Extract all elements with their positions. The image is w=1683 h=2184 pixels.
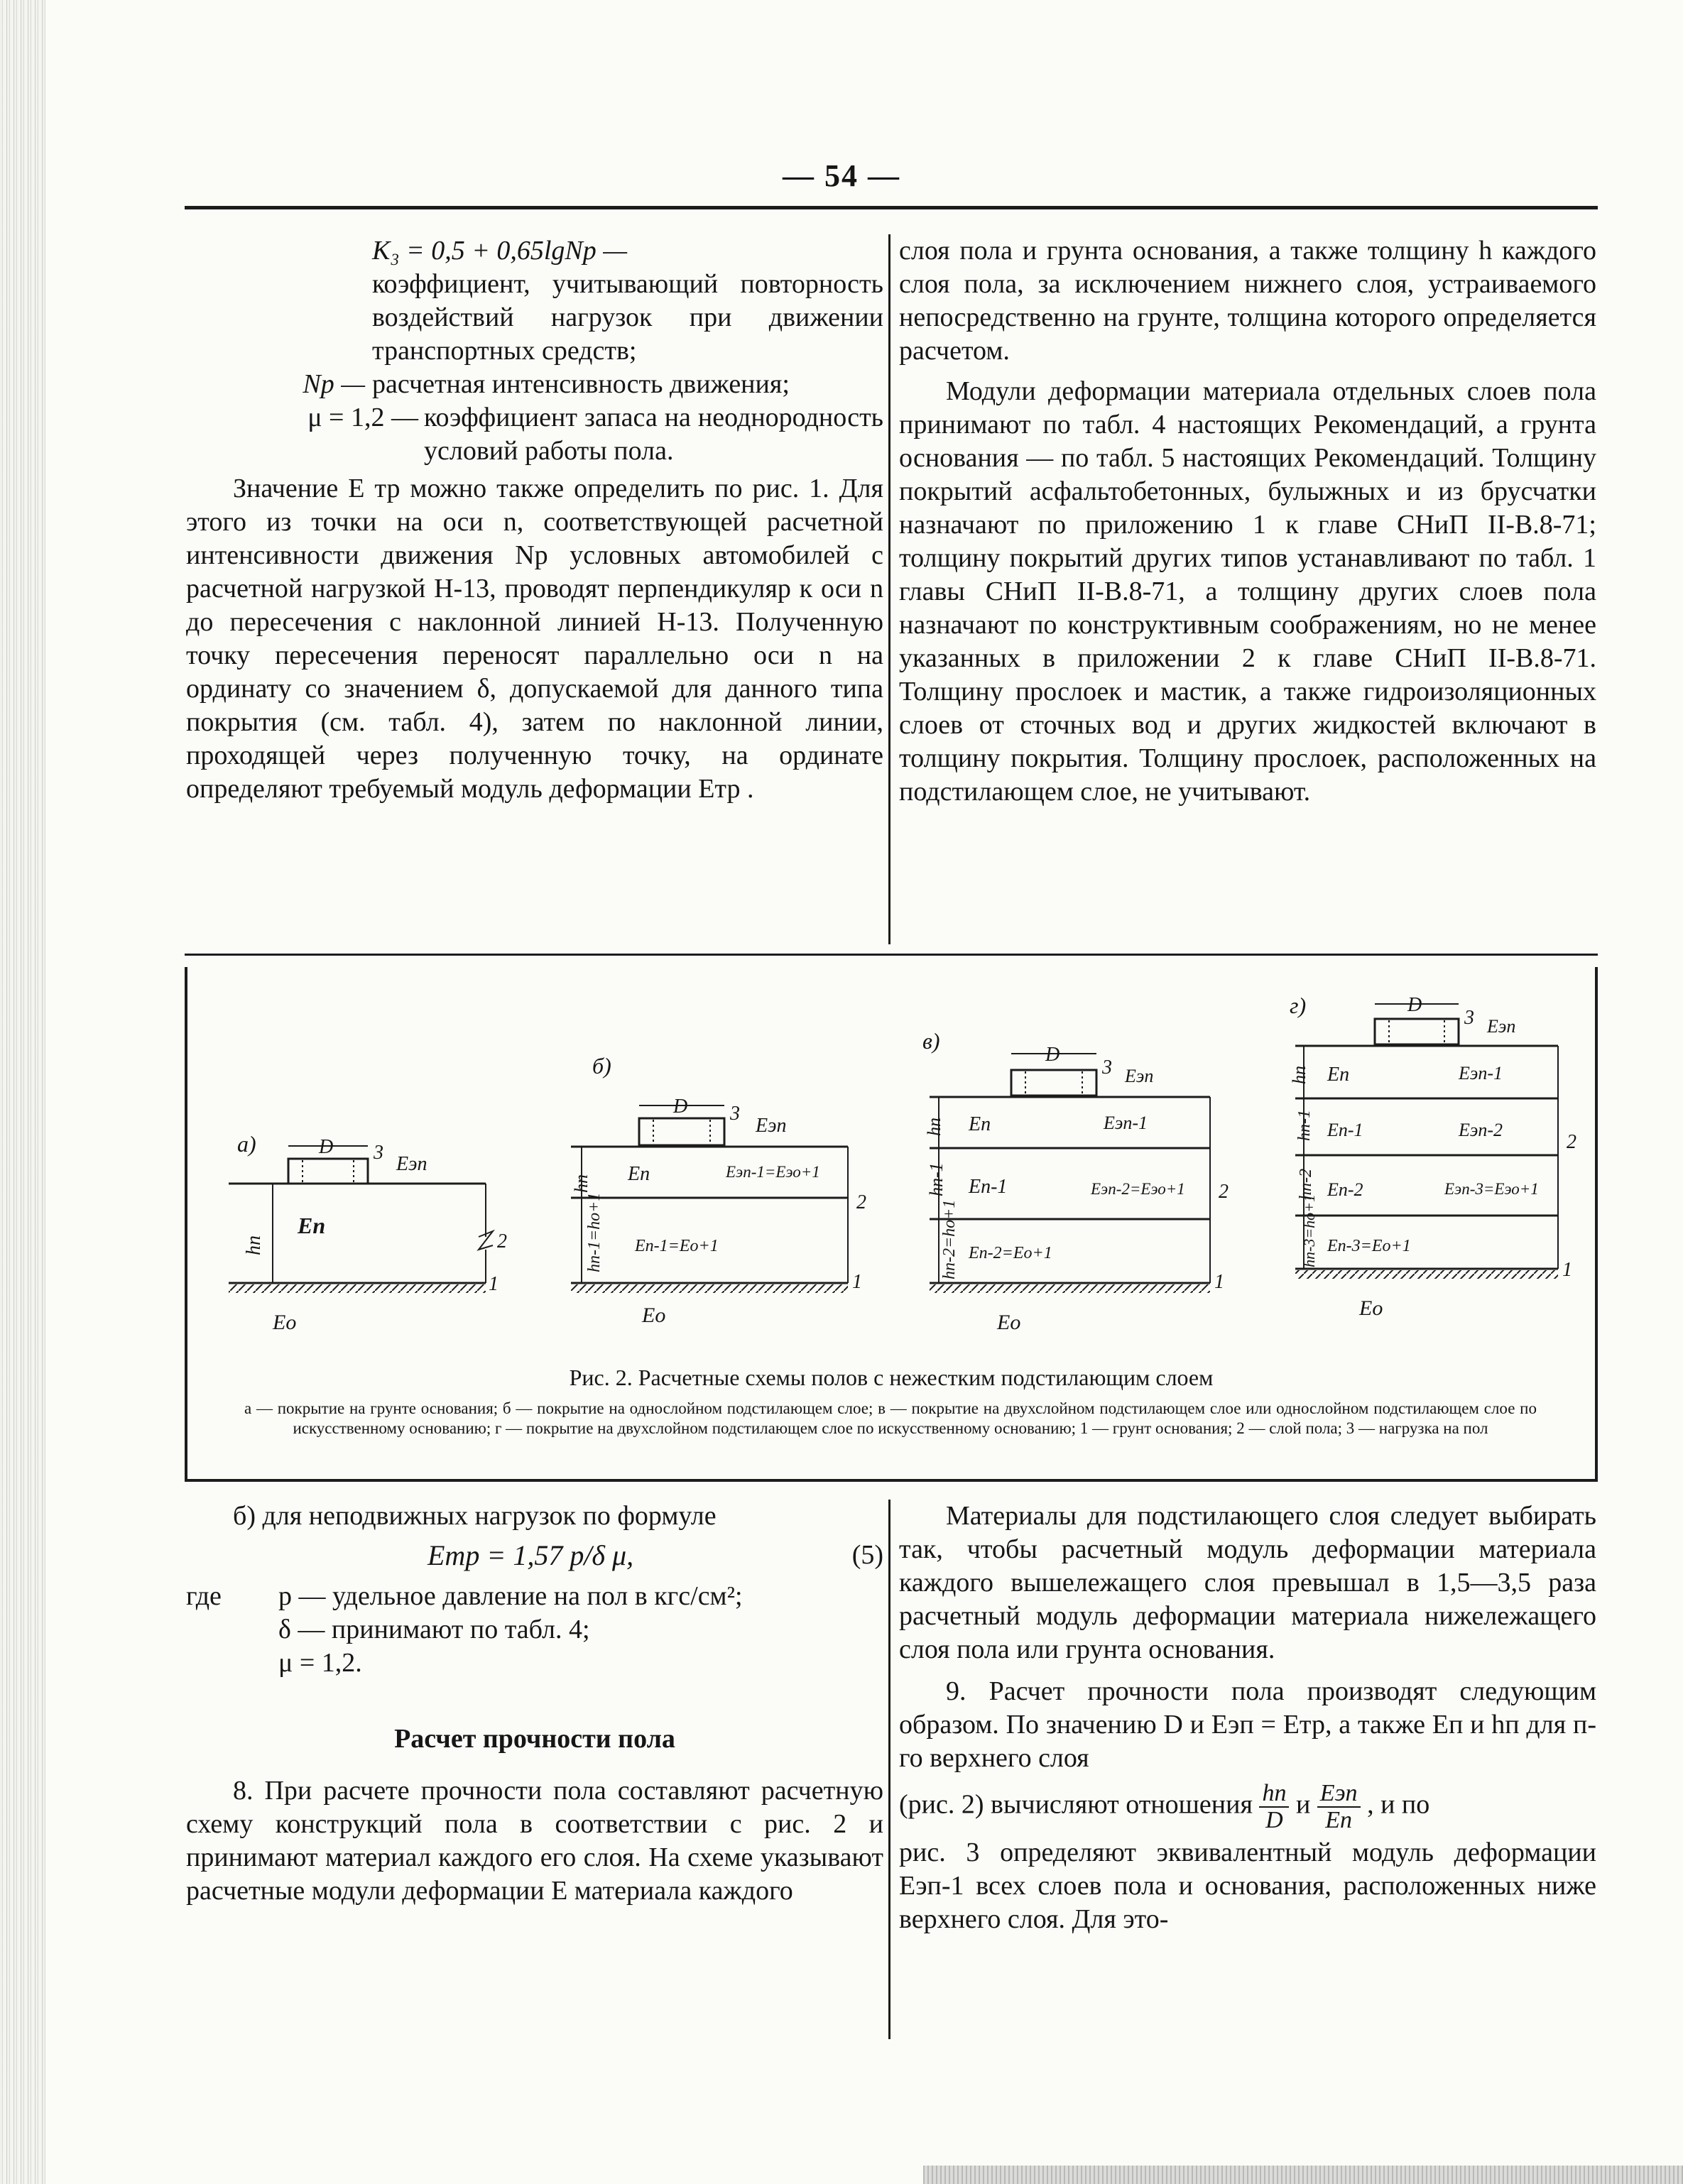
label-v-eq-left: Eп-2=Eо+1 [969, 1244, 1052, 1262]
column-divider-bottom [888, 1500, 890, 2039]
left-column-top [186, 234, 883, 806]
definition-k3 [186, 234, 883, 268]
label-g-3: 3 [1464, 1007, 1474, 1029]
paragraph-moduli: Модули деформации материала отдельных слоев пола принимают по табл. 4 настоящих Рекомендаций, а грунта основания — по табл. 5 настоящих Рекомендаций. Толщину покрытий асфальтобетонных, булыжных и из брусчатки назначают по приложению 1 к главе СНиП II-В.8-71; толщину покрытий других типов устанавливают по табл. 1 главы СНиП II-В.8-71, а толщину других слоев пола назначают по конструктивным соображениям, но не менее указанных в приложении 2 к главе СНиП II-В.8-71. Толщину прослоек и мастик, а также гидроизоляционных слоев от сточных вод и других жидкостей включают в толщину покрытия. Толщину прослоек, расположенных на подстилающем слое, не учитывают. [899, 376, 1596, 807]
label-g-hn2: hп-2 [1297, 1169, 1315, 1200]
label-v-hn2: hп-2=hо+1 [940, 1199, 959, 1279]
label-b-eq-right: Eэп-1=Eэо+1 [726, 1163, 820, 1181]
left-column-bottom [186, 1500, 883, 1908]
label-g-hn1: hп-1 [1295, 1110, 1314, 1141]
ratio-tail: , и по [1367, 1789, 1430, 1820]
label-g-Een1: Eэп-1 [1459, 1063, 1503, 1083]
label-b-3: 3 [730, 1103, 740, 1125]
label-v-Een: Eэп [1125, 1066, 1154, 1086]
k3-term: K₃ = 0,5 + 0,65lgNр — [372, 236, 628, 266]
where-label: где [186, 1581, 222, 1611]
label-a-hn: hп [243, 1235, 265, 1255]
paragraph-9a: 9. Расчет прочности пола производят следующим образом. По значению D и Eэп = Eтр, а также Eп и hп для п-го верхнего слоя [899, 1676, 1596, 1773]
label-b-Eo: Eо [642, 1304, 666, 1327]
formula-etr: Eтр = 1,57 p/δ μ, [427, 1539, 634, 1571]
label-v-hn: hп [924, 1118, 944, 1136]
label-b-Een: Eэп [756, 1115, 787, 1137]
mu-body: коэффициент запаса на неоднородность условий работы пола. [424, 403, 883, 466]
paragraph-etr: Значение E тр можно также определить по рис. 1. Для этого из точки на оси n, соответствующей расчетной интенсивности движения Nр условных автомобилей с расчетной нагрузкой Н-13, проводят перпендикуляр к оси n до пересечения с наклонной линией Н-13. Полученную точку пересечения переносят параллельно оси n на ординату со значением δ, допускаемой для данного типа покрытия (см. табл. 4), затем по наклонной линии, проходящей через полученную точку, на ординате определяют требуемый модуль деформации Eтр . [186, 474, 883, 804]
section-heading: Расчет прочности пола [394, 1724, 675, 1754]
label-v-1: 1 [1214, 1271, 1224, 1293]
label-v-En1: Eп-1 [969, 1176, 1008, 1198]
paragraph-8: 8. При расчете прочности пола составляют расчетную схему конструкций пола в соответствии с рис. 2 и принимают материал каждого его слоя. На схеме указывают расчетные модули деформации E материала каждого [186, 1776, 883, 1906]
k3-body-text: коэффициент, учитывающий повторность воздействий нагрузок при движении транспортных средств; [372, 269, 883, 366]
label-v-Een1: Eэп-1 [1104, 1113, 1148, 1133]
label-a-3: 3 [374, 1142, 383, 1164]
scan-bottom-artifact [923, 2166, 1683, 2184]
label-g-1: 1 [1562, 1259, 1572, 1281]
right-column-bottom [899, 1500, 1596, 1936]
scan-edge-artifact [0, 0, 45, 2184]
label-a-Eo: Eо [273, 1311, 297, 1334]
header-rule [185, 206, 1598, 209]
figure-caption-title: Рис. 2. Расчетные схемы полов с нежестким подстилающим слоем [569, 1365, 1214, 1390]
scheme-g [1289, 993, 1576, 1320]
label-v-Eo: Eо [997, 1311, 1021, 1334]
fraction-h-d [1259, 1781, 1289, 1833]
frac2-num: Eэп [1317, 1781, 1361, 1808]
label-g: г) [1290, 993, 1307, 1018]
p-definition: p — удельное давление на пол в кгс/см²; [278, 1581, 743, 1611]
label-g-Een: Eэп [1487, 1016, 1516, 1037]
label-g-hn3: hп-3=hо+1 [1300, 1194, 1318, 1267]
np-body: расчетная интенсивность движения; [372, 369, 790, 399]
paragraph-9c: рис. 3 определяют эквивалентный модуль деформации Eэп-1 всех слоев пола и основания, расположенных ниже верхнего слоя. Для это- [899, 1838, 1596, 1934]
scheme-v [922, 1028, 1229, 1334]
label-v-3: 3 [1102, 1056, 1112, 1079]
ratio-intro: (рис. 2) вычисляют отношения [899, 1789, 1253, 1820]
label-a-1: 1 [489, 1273, 499, 1295]
label-g-eq-left: Eп-3=Eо+1 [1327, 1237, 1411, 1255]
delta-definition: δ — принимают по табл. 4; [278, 1615, 590, 1644]
label-g-En: Eп [1327, 1064, 1350, 1086]
paragraph-materials: Материалы для подстилающего слоя следует выбирать так, чтобы расчетный модуль деформации материала каждого вышележащего слоя превышал в 1,5—3,5 раза расчетный модуль деформации материала нижележащего слоя пола или грунта основания. [899, 1501, 1596, 1664]
page-number: — 54 — [783, 158, 900, 193]
label-b: б) [592, 1053, 611, 1079]
label-a-Een: Eэп [396, 1153, 427, 1175]
definition-mu [186, 401, 883, 468]
figure-caption-legend: а — покрытие на грунте основания; б — покрытие на однослойном подстилающем слое; в — покрытие на двухслойном подстилающем слое или однослойном подстилающем слое по искусственному основанию; г — покрытие на двухслойном подстилающем слое по искусственному основанию; 1 — грунт основания; 2 — слой пола; 3 — нагрузка на пол [244, 1399, 1537, 1437]
label-b-hn1: hп-1=hо+1 [585, 1192, 604, 1272]
intro-static-loads: б) для неподвижных нагрузок по формуле [233, 1501, 717, 1531]
label-b-hn: hп [571, 1174, 592, 1193]
label-g-Eo: Eо [1359, 1296, 1383, 1320]
fraction-e-e [1317, 1781, 1361, 1833]
figure-top-rule [185, 954, 1598, 956]
label-a-D: D [319, 1136, 334, 1158]
frac1-num: hп [1259, 1781, 1289, 1808]
mu-definition: μ = 1,2. [278, 1648, 362, 1678]
right-column-top [899, 234, 1596, 809]
formula-5 [186, 1533, 883, 1580]
label-b-D: D [673, 1096, 688, 1118]
paragraph-9b [899, 1781, 1596, 1833]
where-p [186, 1580, 883, 1613]
figure-diagram [187, 967, 1595, 1365]
frac1-den: D [1265, 1807, 1283, 1833]
np-term: Nр — [303, 369, 365, 399]
label-g-eq-right: Eэп-3=Eэо+1 [1444, 1180, 1539, 1198]
definition-np [186, 368, 883, 401]
label-b-2: 2 [856, 1191, 866, 1213]
paragraph-layers: слоя пола и грунта основания, а также толщину h каждого слоя пола, за исключением нижнего слоя, устраиваемого непосредственно на грунте, толщина которого определяется расчетом. [899, 236, 1596, 366]
k3-body [372, 268, 883, 368]
label-b-eq-left: Eп-1=Eо+1 [635, 1237, 719, 1255]
scheme-b [571, 1053, 866, 1327]
label-g-2: 2 [1567, 1131, 1576, 1153]
formula-number: (5) [851, 1540, 883, 1570]
and-word: и [1295, 1789, 1311, 1820]
mu-term: μ = 1,2 — [307, 403, 418, 432]
label-a: а) [237, 1131, 256, 1157]
label-v: в) [922, 1028, 940, 1054]
label-a-2: 2 [497, 1230, 507, 1252]
label-v-2: 2 [1219, 1181, 1229, 1203]
label-v-D: D [1045, 1044, 1060, 1066]
label-b-En: Eп [628, 1163, 650, 1185]
scheme-a [229, 1131, 507, 1334]
label-a-En: Eп [298, 1213, 326, 1238]
label-g-hn: hп [1289, 1066, 1309, 1084]
label-g-Een2: Eэп-2 [1459, 1120, 1503, 1140]
label-g-En1: Eп-1 [1327, 1120, 1363, 1140]
label-g-En2: Eп-2 [1327, 1179, 1363, 1200]
column-divider-top [888, 234, 890, 944]
label-v-hn1: hп-1 [926, 1162, 947, 1196]
label-v-En: Eп [969, 1113, 991, 1135]
frac2-den: Eп [1325, 1807, 1353, 1833]
label-g-D: D [1407, 994, 1422, 1016]
label-b-1: 1 [852, 1271, 862, 1293]
label-v-eq-right: Eэп-2=Eэо+1 [1091, 1180, 1185, 1198]
figure-2 [185, 967, 1598, 1482]
